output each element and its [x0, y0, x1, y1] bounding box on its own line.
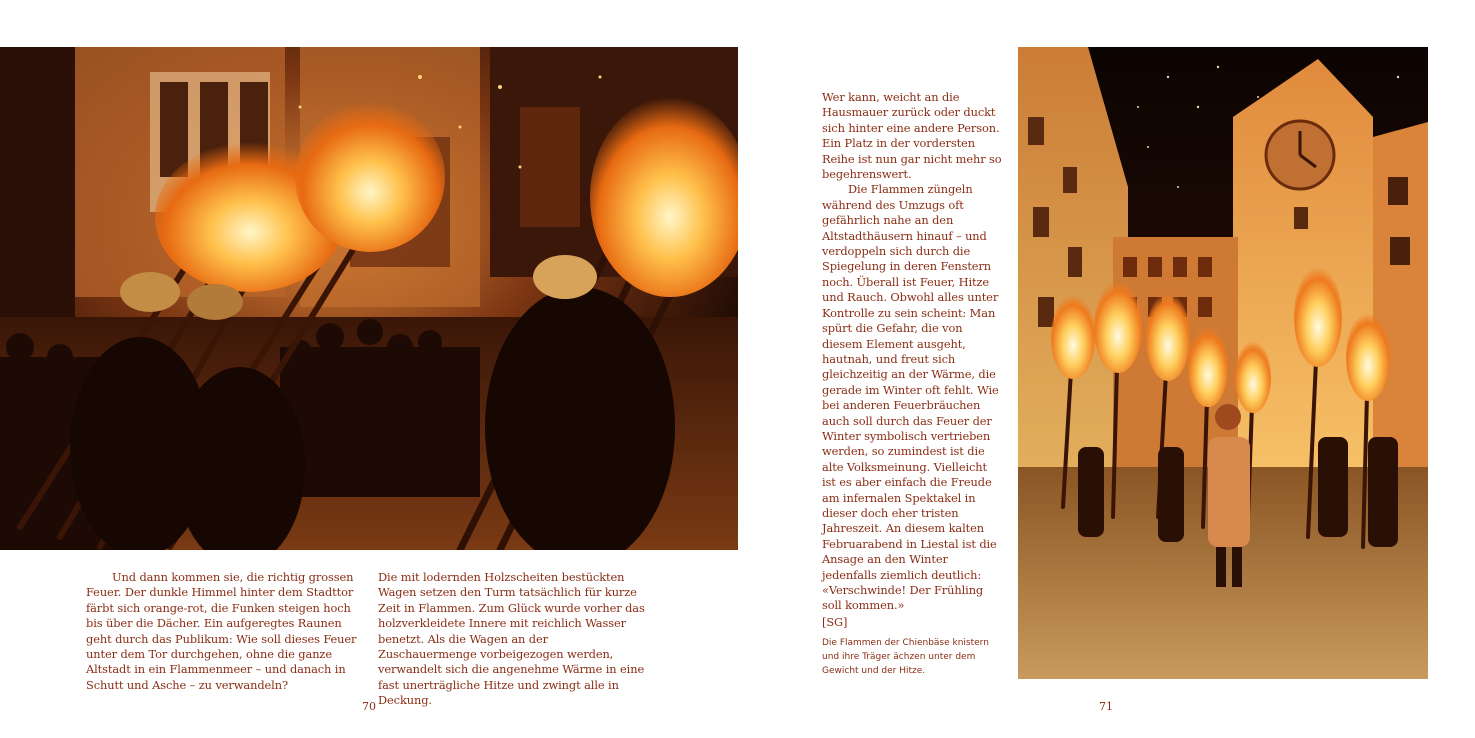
- page-number-right: 71: [1099, 700, 1113, 713]
- paragraph: Wer kann, weicht an die Hausmauer zurück oder duckt sich hinter eine andere Person. Ein Platz in der vordersten Reihe ist nun gar nicht mehr so begehrenswert.: [822, 90, 1002, 182]
- photo-icon: [1018, 47, 1428, 679]
- photo-icon: [0, 47, 738, 550]
- text-column-left-2: [378, 570, 646, 709]
- text-column-right: [822, 90, 1002, 630]
- text-column-left-1: [86, 570, 358, 693]
- photo-caption: Die Flammen der Chienbäse knistern und ihre Träger ächzen unter dem Gewicht und der Hitze.: [822, 638, 989, 676]
- paragraph: Und dann kommen sie, die richtig grossen Feuer. Der dunkle Himmel hinter dem Stadttor färbt sich orange-rot, die Funken steigen hoch bis über die Dächer. Ein aufgeregtes Raunen geht durch das Publikum: Wie soll dieses Feuer unter dem Tor durchgehen, ohne die ganze Altstadt in ein Flammenmeer – und danach in Schutt und Asche – zu verwandeln?: [86, 570, 357, 692]
- paragraph: Die mit lodernden Holzscheiten bestückten Wagen setzen den Turm tatsächlich für kurze Zeit in Flammen. Zum Glück wurde vorher das holzverkleidete Innere mit reichlich Wasser benetzt. Als die Wagen an der Zuschauermenge vorbeigezogen werden, verwandelt sich die angenehme Wärme in eine fast unerträgliche Hitze und zwingt alle in Deckung.: [378, 570, 645, 708]
- page-number-left: 70: [362, 700, 376, 713]
- author-credit: [SG]: [822, 614, 848, 629]
- photo-town-gate: [1018, 47, 1428, 679]
- photo-torch-bearers: [0, 47, 738, 550]
- paragraph: Die Flammen züngeln während des Umzugs oft gefährlich nahe an den Altstadthäusern hinauf – und verdoppeln sich durch die Spiegelung in deren Fenstern noch. Überall ist Feuer, Hitze und Rauch. Obwohl alles unter Kontrolle zu sein scheint: Man spürt die Gefahr, die von diesem Element ausgeht, hautnah, und freut sich gleichzeitig an der Wärme, die gerade im Winter oft fehlt. Wie bei anderen Feuerbräuchen auch soll durch das Feuer der Winter symbolisch vertrieben werden, so zumindest ist die alte Volksmeinung. Vielleicht ist es aber einfach die Freude am infernalen Spektakel in dieser doch eher tristen Jahreszeit. An diesem kalten Februarabend in Liestal ist die Ansage an den Winter jedenfalls ziemlich deutlich: «Verschwinde! Der Frühling soll kommen.»: [822, 182, 999, 613]
